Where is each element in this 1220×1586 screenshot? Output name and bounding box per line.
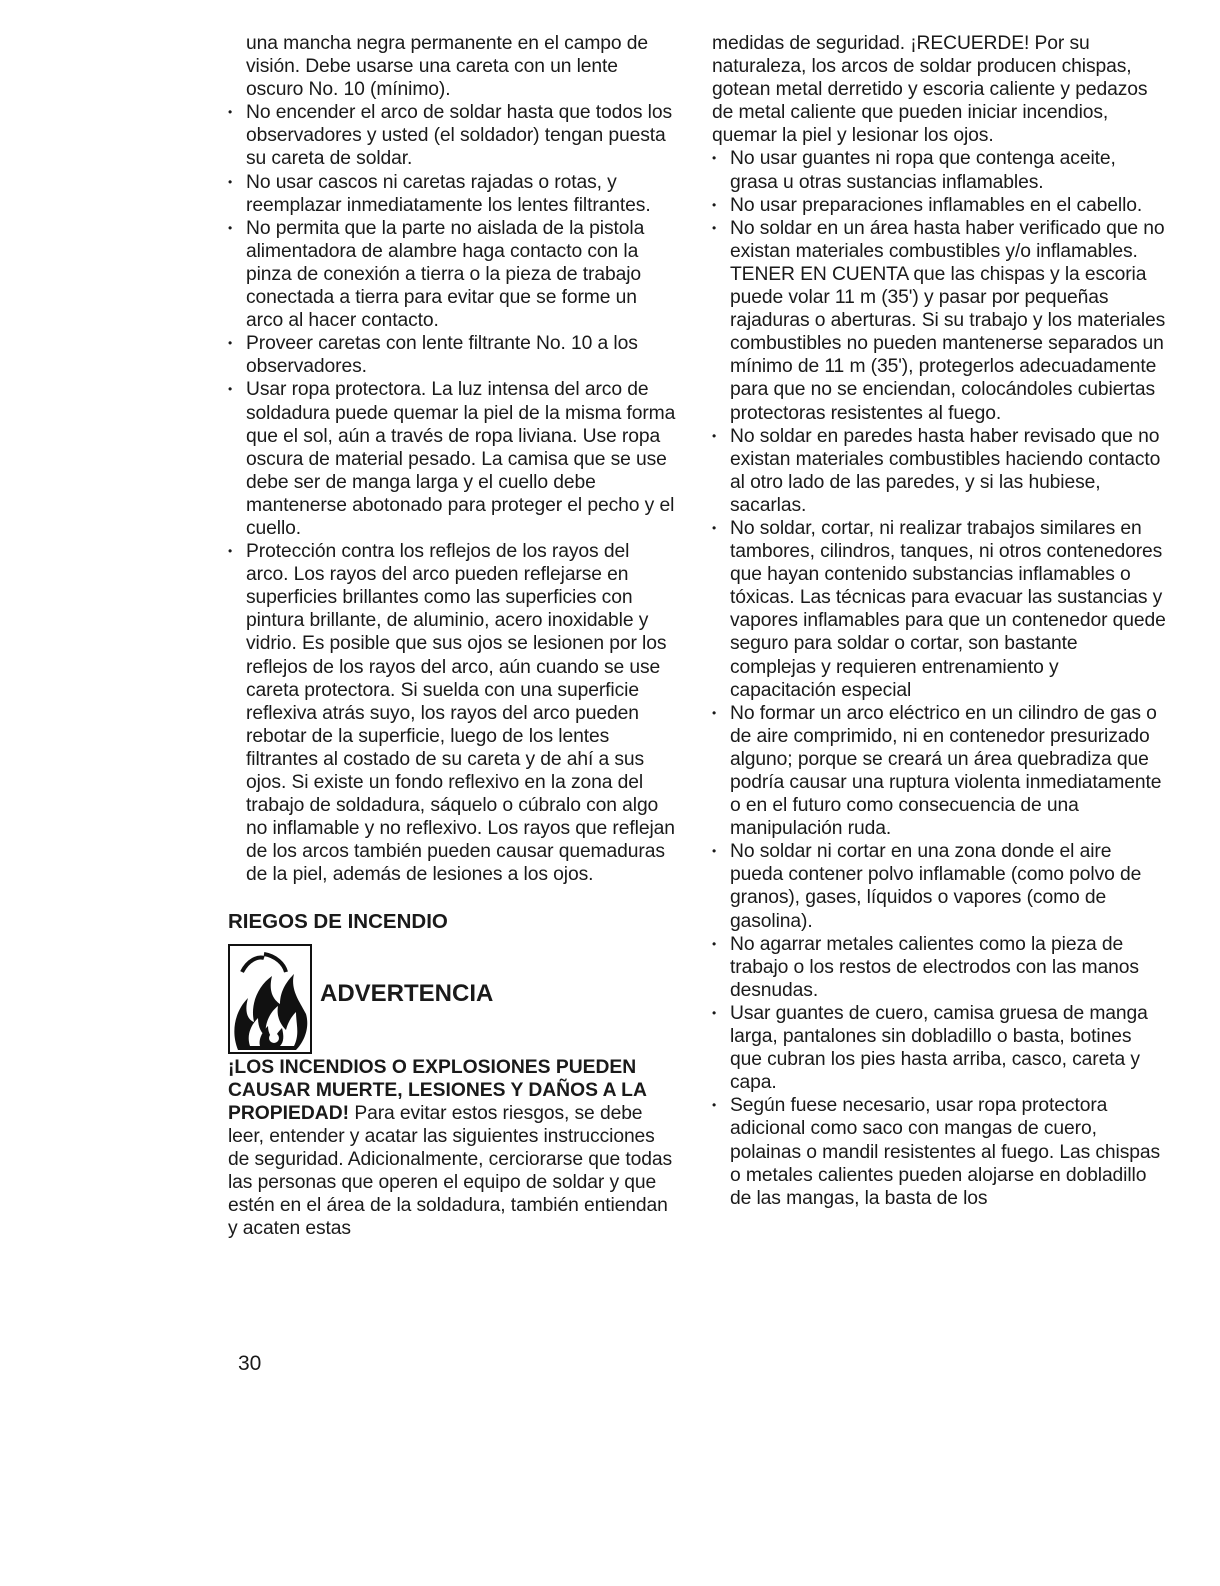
list-item: • No formar un arco eléctrico en un cilindro de gas o de aire comprimido, ni en contenedor presurizado alguno; porque se creará un área quebradiza que podría causar una ruptura violenta inmediatamente o en el futuro como consecuencia de una manipulación ruda. bbox=[712, 702, 1167, 841]
left-bullet-list bbox=[228, 101, 676, 886]
warning-bold-text: ¡LOS INCENDIOS O EXPLOSIONES PUEDEN CAUSAR MUERTE, LESIONES Y DAÑOS A LA PROPIEDAD! bbox=[228, 1056, 647, 1124]
warning-text: Para evitar estos riesgos, se debe leer, entender y acatar las siguientes instrucciones de seguridad. Adicionalmente, cerciorarse que todas las personas que operen el equipo de soldar y que estén en el área de la soldadura, también entiendan y acaten estas bbox=[228, 1102, 672, 1240]
warning-paragraph bbox=[228, 1056, 676, 1241]
list-item: • Usar guantes de cuero, camisa gruesa de manga larga, pantalones sin dobladillo o basta, botines que cubran los pies hasta arriba, casco, careta y capa. bbox=[712, 1002, 1167, 1094]
section-heading: RIEGOS DE INCENDIO bbox=[228, 910, 448, 934]
list-item: • No agarrar metales calientes como la pieza de trabajo o los restos de electrodos con las manos desnudas. bbox=[712, 933, 1167, 1002]
left-intro-paragraph: una mancha negra permanente en el campo de visión. Debe usarse una careta con un lente oscuro No. 10 (mínimo). bbox=[246, 33, 649, 101]
list-item: • No soldar ni cortar en una zona donde el aire pueda contener polvo inflamable (como polvo de granos), gases, líquidos o vapores (como de gasolina). bbox=[712, 840, 1167, 932]
list-item: • No soldar en un área hasta haber verificado que no existan materiales combustibles y/o inflamables. TENER EN CUENTA que las chispas y la escoria puede volar 11 m (35') y pasar por pequeñas rajaduras o aberturas. Si su trabajo y los materiales combustibles no pueden mantenerse separados un mínimo de 11 m (35'), protegerlos adecuadamente para que no se enciendan, colocándoles cubiertas protectoras resistentes al fuego. bbox=[712, 217, 1167, 425]
list-item: • Proveer caretas con lente filtrante No. 10 a los observadores. bbox=[228, 332, 676, 378]
left-column bbox=[228, 32, 676, 1240]
warning-label: ADVERTENCIA bbox=[320, 980, 494, 1008]
list-item: • No encender el arco de soldar hasta que todos los observadores y usted (el soldador) tengan puesta su careta de soldar. bbox=[228, 101, 676, 170]
list-item: • Protección contra los reflejos de los rayos del arco. Los rayos del arco pueden reflejarse en superficies brillantes como las superficies con pintura brillante, de aluminio, acero inoxidable y vidrio. Es posible que sus ojos se lesionen por los reflejos de los rayos del arco, aún cuando se use careta protectora. Si suelda con una superficie reflexiva atrás suyo, los rayos del arco pueden rebotar de la superficie, luego de los lentes filtrantes al costado de su careta y de ahí a sus ojos. Si existe un fondo reflexivo en la zona del trabajo de soldadura, sáquelo o cúbralo con algo no inflamable y no reflexivo. Los rayos que reflejan de los arcos también pueden causar quemaduras de la piel, además de lesiones a los ojos. bbox=[228, 540, 676, 886]
list-item: • No permita que la parte no aislada de la pistola alimentadora de alambre haga contacto con la pinza de conexión a tierra o la pieza de trabajo conectada a tierra para evitar que se forme un arco al hacer contacto. bbox=[228, 217, 676, 332]
list-item: • Usar ropa protectora. La luz intensa del arco de soldadura puede quemar la piel de la misma forma que el sol, aún a través de ropa liviana. Use ropa oscura de material pesado. La camisa que se use debe ser de manga larga y el cuello debe mantenerse abotonado para proteger el pecho y el cuello. bbox=[228, 378, 676, 540]
list-item: • No soldar, cortar, ni realizar trabajos similares en tambores, cilindros, tanques, ni otros contenedores que hayan contenido substancias inflamables o tóxicas. Las técnicas para evacuar las sustancias y vapores inflamables para que un contenedor quede seguro para soldar o cortar, son bastante complejas y requieren entrenamiento y capacitación especial bbox=[712, 517, 1167, 702]
list-item: • Según fuese necesario, usar ropa protectora adicional como saco con mangas de cuero, polainas o mandil resistentes al fuego. Las chispas o metales calientes pueden alojarse en dobladillo de las mangas, la basta de los bbox=[712, 1094, 1167, 1209]
warning-banner bbox=[228, 942, 676, 1056]
page-number: 30 bbox=[238, 1352, 262, 1375]
list-item: • No usar guantes ni ropa que contenga aceite, grasa u otras sustancias inflamables. bbox=[712, 147, 1167, 193]
list-item: • No soldar en paredes hasta haber revisado que no existan materiales combustibles haciendo contacto al otro lado de las paredes, y si las hubiese, sacarlas. bbox=[712, 425, 1167, 517]
list-item: • No usar preparaciones inflamables en el cabello. bbox=[712, 194, 1167, 217]
right-intro-paragraph: medidas de seguridad. ¡RECUERDE! Por su naturaleza, los arcos de soldar producen chispas, gotean metal derretido y escoria caliente y pedazos de metal caliente que pueden iniciar incendios, quemar la piel y lesionar los ojos. bbox=[712, 33, 1148, 147]
list-item: • No usar cascos ni caretas rajadas o rotas, y reemplazar inmediatamente los lentes filtrantes. bbox=[228, 171, 676, 217]
right-column bbox=[712, 32, 1167, 1210]
right-bullet-list bbox=[712, 147, 1167, 1209]
fire-hazard-icon bbox=[228, 944, 312, 1054]
